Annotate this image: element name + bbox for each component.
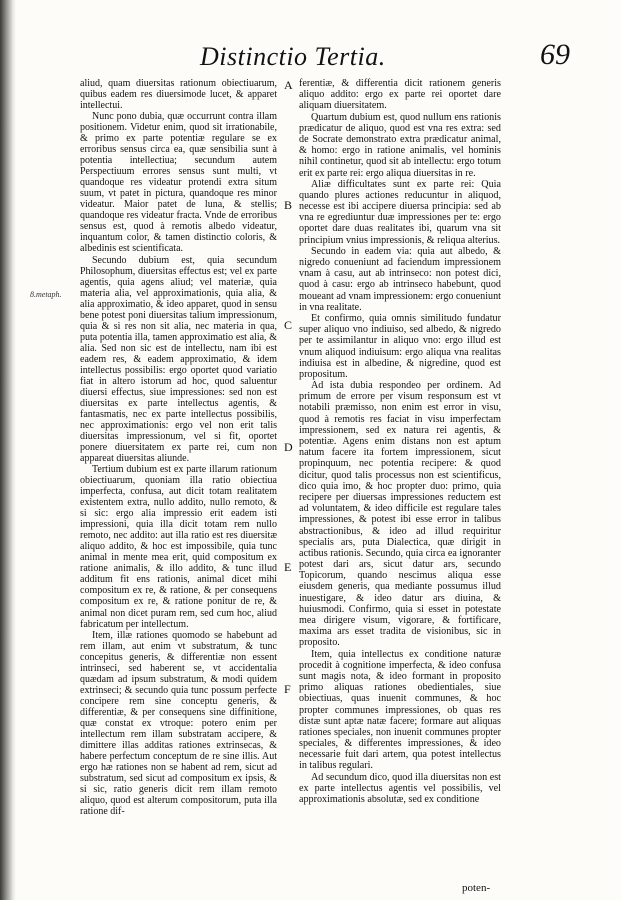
page-number: 69	[540, 38, 570, 71]
section-letter-e: E	[284, 560, 292, 574]
paragraph: Ad secundum dico, quod illa diuersitas non est ex parte intellectus agentis vel possibilis, vel approximationis absolutæ, sed ex conditione	[299, 771, 501, 805]
paragraph: Aliæ difficultates sunt ex parte rei: Quia quando plures actiones reducuntur in aliquod, necesse est ibi accipere diuersa principia: sed ab vna re egrediuntur duæ impressiones per te: ergo oportet dare duas realitates ibi, quarum vna sit principium vnius impressionis, & reliqua alterius.	[299, 178, 501, 246]
catchword: poten-	[462, 882, 491, 894]
section-letter-b: B	[284, 198, 293, 212]
paragraph: ferentiæ, & differentia dicit rationem generis aliquo addito: ergo ex parte rei oportet dare aliquam diuersitatem.	[299, 78, 501, 112]
paragraph: Quartum dubium est, quod nullum ens rationis prædicatur de aliquo, quod est vna res extra: sed de Socrate demonstrato extra prædicatur animal, & homo: ergo in ratione animalis, vel hominis nihil continetur, quod sit ab intellectu: ergo totum erit ex parte rei: ergo aliqua diuersitas in re.	[299, 111, 501, 179]
paragraph: Secundo in eadem via: quia aut albedo, & nigredo conueniunt ad faciendum impressionem vnam à casu, aut ab intrinseco: non potest dici, quod à casu: ergo ab intrinseco habebunt, quod moueant ad vnam impressionem: ergo conueniunt in vna realitate.	[299, 245, 501, 313]
paragraph: Item, quia intellectus ex conditione naturæ procedit à cognitione imperfecta, & ideo confusa sunt magis nota, & ideo formant in proposito primo aliquas rationes obedientiales, siue obiectiuas, quas inuenit communes, & hoc propter communes impressiones, ob quas res distæ sunt aptæ natæ facere; formare aut aliquas rationes speciales, non inuenit communes propter speciales, & differentes impressiones, & ideo necessarie fuit dari artem, qua potest intellectus in talibus regulari.	[299, 648, 501, 772]
left-column	[80, 78, 277, 818]
binding-shadow	[0, 0, 16, 900]
running-title: Distinctio Tertia.	[200, 42, 386, 71]
paragraph: Item, illæ rationes quomodo se habebunt ad rem illam, aut enim vt substratum, & tunc concepitus generis, & differentiæ non essent intrinseci, sed haberent se, vt accidentalia quædam ad ipsum substratum, & modi quidem extrinseci; & secundo quia tunc possum perfecte concipere rem sine conceptu generis, & differentiæ, & per consequens sine diffinitione, quæ constat ex vtroque: potero enim per intellectum rem illam substratam accipere, & dimittere illas additas rationes extrinsecas, & habere perfectum conceptum de re sine illis. Aut ergo hæ rationes non se habent ad rem, sicut ad substratum, sed sicut ad compositum ex ipsis, & si sic, ratio generis dicit rem illam remoto aliquo, quod est alterum compositorum, puta illa ratione dif-	[80, 629, 277, 818]
right-column	[299, 78, 501, 818]
section-letter-c: C	[284, 318, 293, 332]
section-letter-d: D	[284, 440, 293, 454]
paragraph: Secundo dubium est, quia secundum Philosophum, diuersitas effectus est; vel ex parte agentis, quia agens aliud; vel materiæ, quia materia alia, vel approximationis, quia alia, & alia approximatio, & ideo apparet, quod in sensu bene potest poni diuersitas talium impressionum, quia & si res non sit alia, nec materia in qua, puta potentia illa, tamen approximatio est alia, & alia. Sed non sic est de intellectu, nam ibi est eadem res, & eadem approximatio, & idem intellectus possibilis: ergo oportet quod variatio fiat in altero istorum ad hoc, quod saluentur diuersi effectus, siue impressiones: sed non est diuersitas ex parte intellectus agentis, & fantasmatis, nec ex parte intellectus possibilis, nec approximationis: ergo vel non erit talis diuersitas impressionum, vel si fit, oportet ponere diuersitatem ex parte rei, cum non appareat diuersitas aliunde.	[80, 254, 277, 465]
paragraph: Tertium dubium est ex parte illarum rationum obiectiuarum, quoniam illa ratio obiectiua imperfecta, confusa, aut dicit totam realitatem existentem extra, nullo addito, nullo remoto, & si sic: ergo alia impressio erit eadem isti impressioni, quia illa dicit totam rem nullo remoto, nec addito: aut illa ratio est res diuersitæ aliquo addito, & hoc est impossibile, quia tunc animal in mente mea erit, quid compositum ex ratione animalis, & illo addito, & tunc illud additum fit ens rationis, animal dicet mihi compositum ex re, & ratione, & per consequens compositum ex re, & ratione ponitur de re, & animal non dicet puram rem, sed cum hoc, aliud fabricatum per intellectum.	[80, 464, 277, 630]
margin-note: 8.metaph.	[30, 290, 62, 299]
page-header	[0, 40, 621, 76]
paragraph: aliud, quam diuersitas rationum obiectiuarum, quibus eadem res diuersimode lucet, & apparet intellectui.	[80, 78, 277, 112]
paragraph: Et confirmo, quia omnis similitudo fundatur super aliquo vno indiuiso, sed albedo, & nigredo per te assimilantur in aliquo vno: ergo illud est vnum aliquod indiuisum: ergo aliqua vna realitas indiuisa est in albedine, & nigredine, quod est propositum.	[299, 312, 501, 380]
paragraph: Ad ista dubia respondeo per ordinem. Ad primum de errore per visum responsum est vt notabili præmisso, non enim est error in visu, quod à remotis res faciat in visu imperfectam impressionem, sed ex natura rei agentis, & potentiæ. Agens enim distans non est aptum natum facere ita fortem impressionem, sicut propinquum, nec potentia recipere: & quod dicitur, quod talis processus non est scientificus, dico quia imo, & hoc propter duo: primo, quia recipere per diuersas impressiones reductem est ad voluntatem, & ideo difficile est regulare tales impressiones, & potest ibi esse error in talibus abstractionibus, & ideo ad illud requiritur specialis ars, puta Dialectica, quæ dirigit in actibus rationis. Secundo, quia circa ea ignoranter potest dari ars, sicut datur ars, secundo Topicorum, quando nescimus aliqua esse eiusdem generis, qua mediante possumus illud inuestigare, & ideo datur ars diuina, & huiusmodi. Confirmo, quia si esset in potestate mea dirigere visum, vigorare, & fortificare, maxima ars esset tradita de visionibus, sic in proposito.	[299, 380, 501, 649]
paragraph: Nunc pono dubia, quæ occurrunt contra illam positionem. Videtur enim, quod sit irrationabile, & primo ex parte potentiæ regulare se ex erroribus sensus circa ea, quæ sensibilia sunt à potentia intellectiua; secundum autem Perspectiuum errores sensus sunt multi, vt quandoque res videatur protendi extra situm suum, vt patet in pictura, quandoque res minor videatur. Maior patet de luna, & stellis; quandoque res videatur fracta. Vnde de erroribus sensus est, quod à remotis albedo videatur, inquantum color, & tamen distinctio coloris, & albedinis est scientificata.	[80, 111, 277, 255]
section-letter-f: F	[284, 682, 291, 696]
section-letter-a: A	[284, 78, 293, 92]
